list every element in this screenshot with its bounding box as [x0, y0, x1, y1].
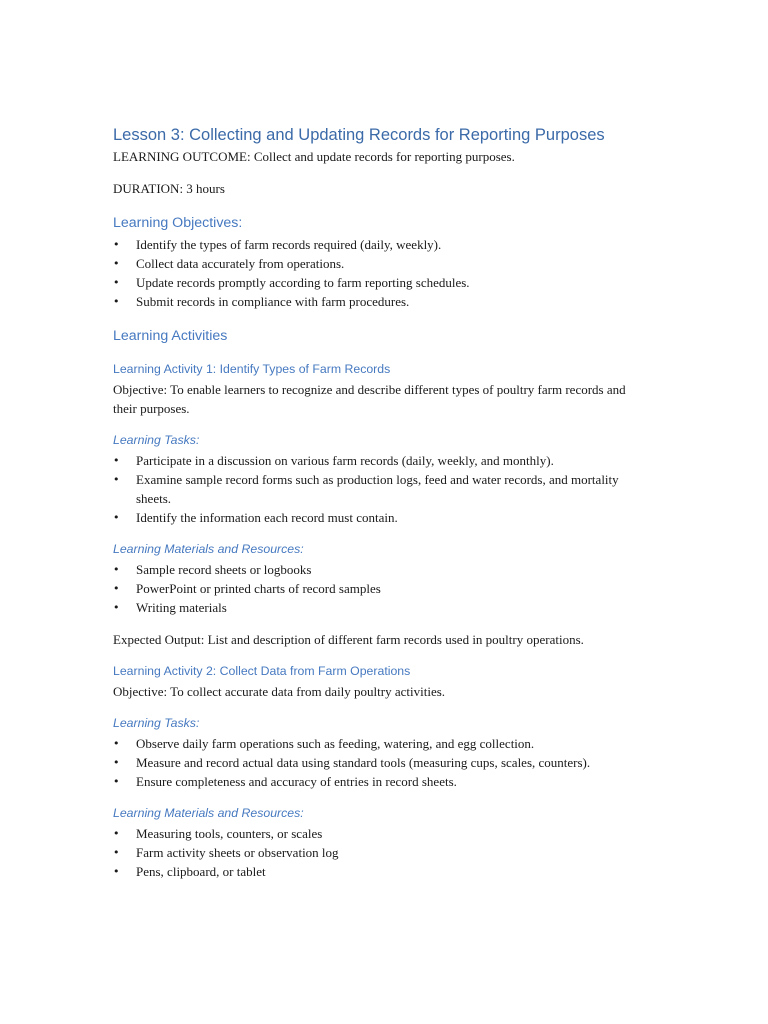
- bullet-icon: •: [113, 601, 120, 614]
- list-item: • Identify the types of farm records required (daily, weekly).: [113, 237, 442, 252]
- bullet-icon: •: [113, 473, 120, 486]
- document-page: [113, 124, 673, 881]
- lesson-title: Lesson 3: Collecting and Updating Records for Reporting Purposes: [113, 126, 605, 144]
- list-item: • Update records promptly according to farm reporting schedules.: [113, 275, 470, 290]
- objectives-list: [113, 235, 673, 311]
- list-item: • Examine sample record forms such as production logs, feed and water records, and mortality sheets.: [113, 472, 619, 506]
- activity1-materials-heading: Learning Materials and Resources:: [113, 542, 304, 556]
- list-item: • Collect data accurately from operations.: [113, 256, 345, 271]
- list-item: • Identify the information each record must contain.: [113, 510, 398, 525]
- activity2-title: Learning Activity 2: Collect Data from Farm Operations: [113, 664, 411, 678]
- list-item: • Pens, clipboard, or tablet: [113, 864, 266, 879]
- list-item: • Writing materials: [113, 600, 227, 615]
- bullet-icon: •: [113, 238, 120, 251]
- list-item: • PowerPoint or printed charts of record samples: [113, 581, 381, 596]
- bullet-icon: •: [113, 276, 120, 289]
- bullet-icon: •: [113, 257, 120, 270]
- list-item: • Submit records in compliance with farm procedures.: [113, 294, 410, 309]
- bullet-icon: •: [113, 756, 120, 769]
- activity1-materials-list: [113, 560, 673, 617]
- activity1-title: Learning Activity 1: Identify Types of Farm Records: [113, 362, 391, 376]
- duration: DURATION: 3 hours: [113, 181, 225, 196]
- list-item: • Participate in a discussion on various farm records (daily, weekly, and monthly).: [113, 453, 554, 468]
- bullet-icon: •: [113, 563, 120, 576]
- activities-heading: Learning Activities: [113, 328, 228, 344]
- bullet-icon: •: [113, 775, 120, 788]
- bullet-icon: •: [113, 582, 120, 595]
- list-item: • Farm activity sheets or observation log: [113, 845, 339, 860]
- bullet-icon: •: [113, 737, 120, 750]
- activity2-tasks-list: [113, 734, 673, 791]
- activity1-tasks-list: [113, 451, 673, 527]
- bullet-icon: •: [113, 846, 120, 859]
- list-item: • Measuring tools, counters, or scales: [113, 826, 323, 841]
- activity1-tasks-heading: Learning Tasks:: [113, 433, 200, 447]
- list-item: • Ensure completeness and accuracy of entries in record sheets.: [113, 774, 457, 789]
- activity2-materials-heading: Learning Materials and Resources:: [113, 806, 304, 820]
- bullet-icon: •: [113, 295, 120, 308]
- list-item: • Sample record sheets or logbooks: [113, 562, 312, 577]
- activity2-tasks-heading: Learning Tasks:: [113, 716, 200, 730]
- list-item: • Measure and record actual data using standard tools (measuring cups, scales, counters).: [113, 755, 591, 770]
- activity1-objective: Objective: To enable learners to recognize and describe different types of poultry farm records and their purposes.: [113, 382, 626, 416]
- objectives-heading: Learning Objectives:: [113, 215, 243, 231]
- learning-outcome: LEARNING OUTCOME: Collect and update records for reporting purposes.: [113, 149, 515, 164]
- bullet-icon: •: [113, 511, 120, 524]
- bullet-icon: •: [113, 827, 120, 840]
- activity2-materials-list: [113, 824, 673, 881]
- bullet-icon: •: [113, 454, 120, 467]
- list-item: • Observe daily farm operations such as feeding, watering, and egg collection.: [113, 736, 535, 751]
- activity2-objective: Objective: To collect accurate data from daily poultry activities.: [113, 684, 446, 699]
- activity1-expected-output: Expected Output: List and description of different farm records used in poultry operations.: [113, 632, 584, 647]
- bullet-icon: •: [113, 865, 120, 878]
